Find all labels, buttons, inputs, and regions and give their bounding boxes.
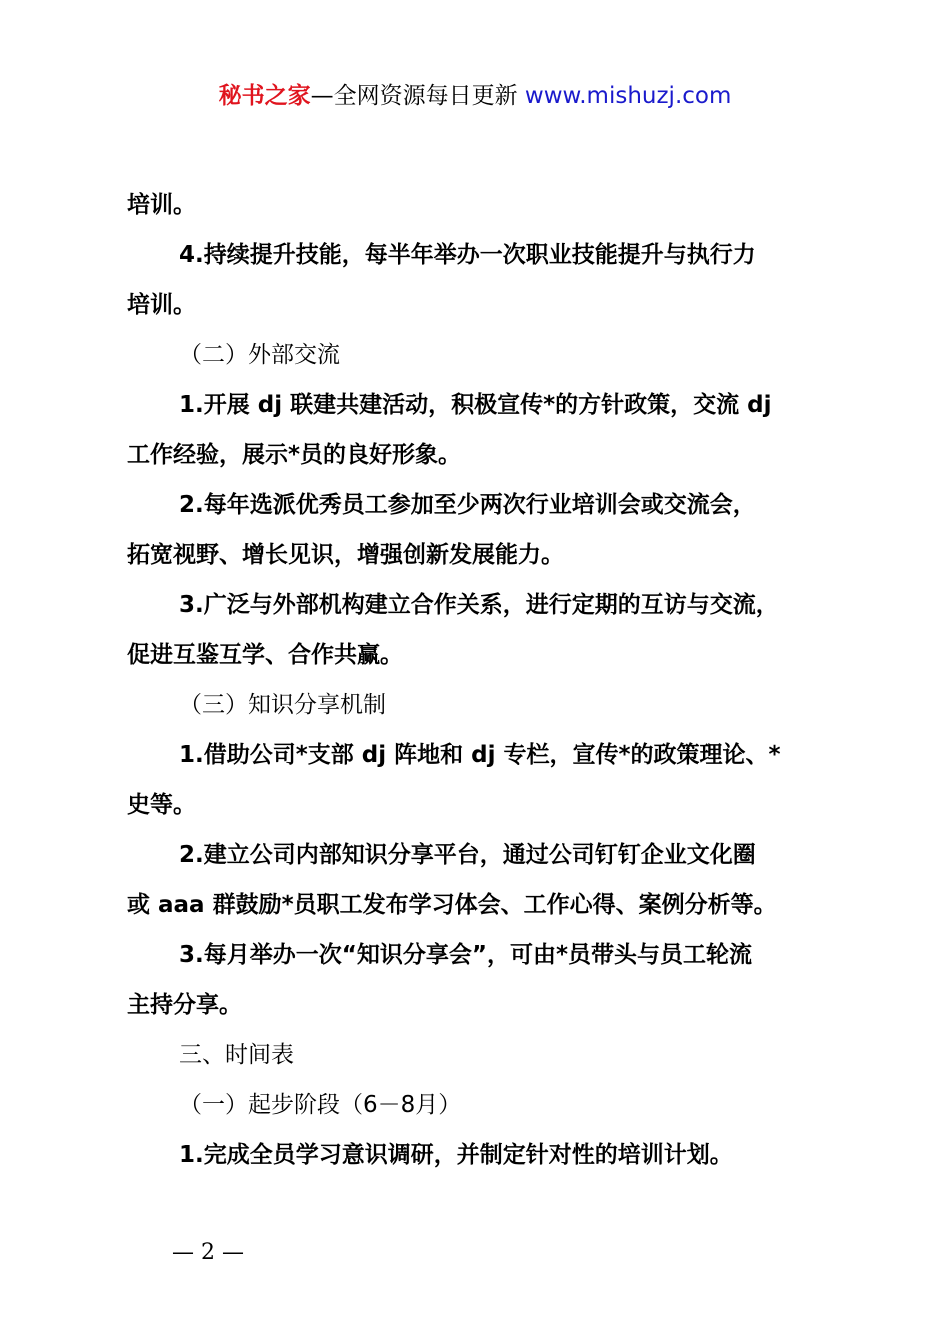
paragraph-line: 1.开展 dj 联建共建活动，积极宣传*的方针政策，交流 dj xyxy=(179,392,772,418)
paragraph-line: 拓宽视野、增长见识，增强创新发展能力。 xyxy=(127,542,564,568)
paragraph-line: 3.广泛与外部机构建立合作关系，进行定期的互访与交流， xyxy=(179,592,779,618)
section-heading: （一）起步阶段（6－8月） xyxy=(179,1092,462,1118)
page-number: — 2 — xyxy=(172,1240,244,1265)
section-heading: （三）知识分享机制 xyxy=(179,692,386,718)
site-header xyxy=(0,80,950,112)
header-slogan: —全网资源每日更新 xyxy=(310,83,518,109)
header-url-link[interactable]: www.mishuzj.com xyxy=(524,83,732,109)
paragraph-line: 3.每月举办一次“知识分享会”，可由*员带头与员工轮流 xyxy=(179,942,753,968)
paragraph-line: 培训。 xyxy=(127,292,196,318)
paragraph-line: 主持分享。 xyxy=(127,992,242,1018)
paragraph-line: 2.建立公司内部知识分享平台，通过公司钉钉企业文化圈 xyxy=(179,842,756,868)
paragraph-line: 促进互鉴互学、合作共赢。 xyxy=(127,642,403,668)
section-heading: 三、时间表 xyxy=(179,1042,294,1068)
document-body xyxy=(127,180,847,1180)
paragraph-line: 4.持续提升技能，每半年举办一次职业技能提升与执行力 xyxy=(179,242,756,268)
paragraph-line: 史等。 xyxy=(127,792,196,818)
header-brand: 秘书之家 xyxy=(218,83,311,109)
paragraph-line: 1.借助公司*支部 dj 阵地和 dj 专栏，宣传*的政策理论、* xyxy=(179,742,781,768)
section-heading: （二）外部交流 xyxy=(179,342,340,368)
paragraph-line: 或 aaa 群鼓励*员职工发布学习体会、工作心得、案例分析等。 xyxy=(127,892,777,918)
paragraph-line: 1.完成全员学习意识调研，并制定针对性的培训计划。 xyxy=(179,1142,733,1168)
paragraph-line: 培训。 xyxy=(127,192,196,218)
paragraph-line: 工作经验，展示*员的良好形象。 xyxy=(127,442,462,468)
paragraph-line: 2.每年选派优秀员工参加至少两次行业培训会或交流会， xyxy=(179,492,756,518)
